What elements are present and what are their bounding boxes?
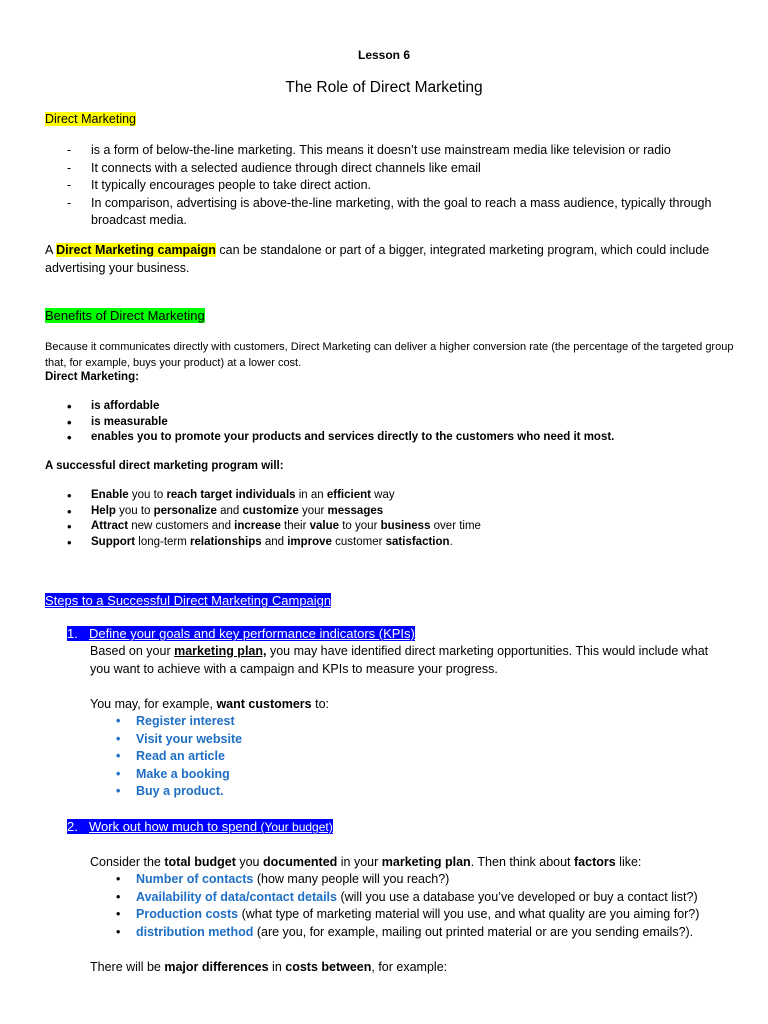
list-item [67,519,747,535]
lesson-label: Lesson 6 [357,48,411,62]
list-item: • is affordable [67,399,747,415]
text-run: satisfaction [385,535,450,548]
text-run: and [216,504,243,517]
text-run: like: [615,855,642,869]
list-item [67,535,747,551]
text-run: Help [91,504,116,517]
list-item: • Buy a product. [90,783,490,801]
text-run: in an [295,489,327,501]
step-2-heading: 2. Work out how much to spend (Your budget) [67,819,333,834]
step-number: 2. [67,819,78,834]
text-run: their [280,520,310,532]
text-run: . [449,535,453,548]
list-item [67,488,747,504]
step-2-paragraph [90,854,730,872]
list-item: • is measurable [67,415,747,431]
text-run: value [309,520,340,532]
text-run: efficient [326,489,371,501]
text-run: way [370,489,395,501]
benefits-list-heading: Direct Marketing: [45,371,139,383]
text-run: and [261,535,288,548]
text-run: There will be [90,960,165,974]
list-item [90,924,740,942]
step-1-heading [67,626,415,641]
factor-term: distribution method [136,924,254,939]
list-item: • Make a booking [90,766,490,784]
list-item: - It connects with a selected audience through direct channels like email [67,160,727,178]
text-run: customer [331,535,386,548]
factor-description: (how many people will you reach?) [253,872,450,886]
step-title: Define your goals and key performance indicators (KPIs) [89,626,415,641]
factor-description: (what type of marketing material will you use, and what quality are you aiming for?) [238,907,700,921]
text-run: you to [115,504,154,517]
campaign-highlight: Direct Marketing campaign [56,243,216,257]
text-run: increase [234,520,281,532]
step-title: Work out how much to spend [89,819,258,834]
list-item: - It typically encourages people to take direct action. [67,177,727,195]
text-run: total budget [164,855,236,869]
factor-term: Availability of data/contact details [136,889,337,904]
factor-term: Number of contacts [136,872,254,886]
list-item: - In comparison, advertising is above-the-line marketing, with the goal to reach a mass audience, typically through broadcast media. [67,195,727,230]
list-item: • enables you to promote your products and services directly to the customers who need it most. [67,430,747,446]
list-item: • Visit your website [90,731,490,749]
text-run: improve [287,535,332,548]
section-heading-direct-marketing: Direct Marketing [45,112,136,126]
list-item [90,871,740,889]
text-run: reach target individuals [166,489,296,501]
text-run: you [235,855,263,869]
program-heading: A successful direct marketing program will: [45,460,284,472]
text-run: relationships [190,535,262,548]
step-1-paragraph: Based on your marketing plan, you may have identified direct marketing opportunities. This would include what you want to achieve with a campaign and KPIs to measure your progress. [90,644,709,676]
text-run: documented [262,855,338,869]
list-item [67,504,747,520]
text-run: customize [242,504,299,517]
direct-marketing-points [67,142,727,230]
text-run: messages [327,504,384,517]
text-run: in your [337,855,382,869]
step-2-closing [90,959,730,977]
text-run: long-term [135,535,191,548]
text-run: in [268,960,286,974]
text-run: to your [339,520,381,532]
text-run: costs between [285,960,372,974]
page-title: The Role of Direct Marketing [285,79,483,96]
section-heading-steps: Steps to a Successful Direct Marketing Campaign [45,593,332,608]
benefits-intro: Because it communicates directly with customers, Direct Marketing can deliver a higher conversion rate (the percentage of the targeted group that, for example, buys your product) at a lower cost. [45,341,734,369]
factor-description: (are you, for example, mailing out printed material or are you sending emails?). [253,924,694,939]
step-1-goals-list [90,713,490,801]
step-number: 1. [67,626,78,641]
step-1-example-intro: You may, for example, want customers to: [90,697,329,711]
text-run: Enable [91,489,129,501]
list-item [90,906,740,924]
text-run: factors [574,855,616,869]
text-run: Support [91,535,136,548]
factor-term: Production costs [136,907,239,921]
factors-list [90,871,740,941]
text-run: personalize [153,504,217,517]
factor-description: (will you use a database you’ve developed or buy a contact list?) [336,889,698,904]
text-run: business [380,520,431,532]
text-run: major differences [164,960,269,974]
list-item: • Read an article [90,748,490,766]
list-item [90,889,740,907]
program-list [67,488,747,550]
section-heading-benefits: Benefits of Direct Marketing [45,308,205,323]
text-run: you to [128,489,167,501]
text-run: your [298,504,328,517]
text-run: over time [430,520,481,532]
text-run: . Then think about [470,855,575,869]
text-run: Attract [91,520,129,532]
list-item: - is a form of below-the-line marketing. This means it doesn’t use mainstream media like television or radio [67,142,727,160]
list-item: • Register interest [90,713,490,731]
campaign-paragraph: A Direct Marketing campaign can be standalone or part of a bigger, integrated marketing program, which could include advertising your business. [45,243,710,275]
text-run: marketing plan [381,855,471,869]
benefits-list [67,399,747,446]
text-run: , for example: [371,960,448,974]
text-run: new customers and [128,520,235,532]
text-run: Consider the [90,855,165,869]
